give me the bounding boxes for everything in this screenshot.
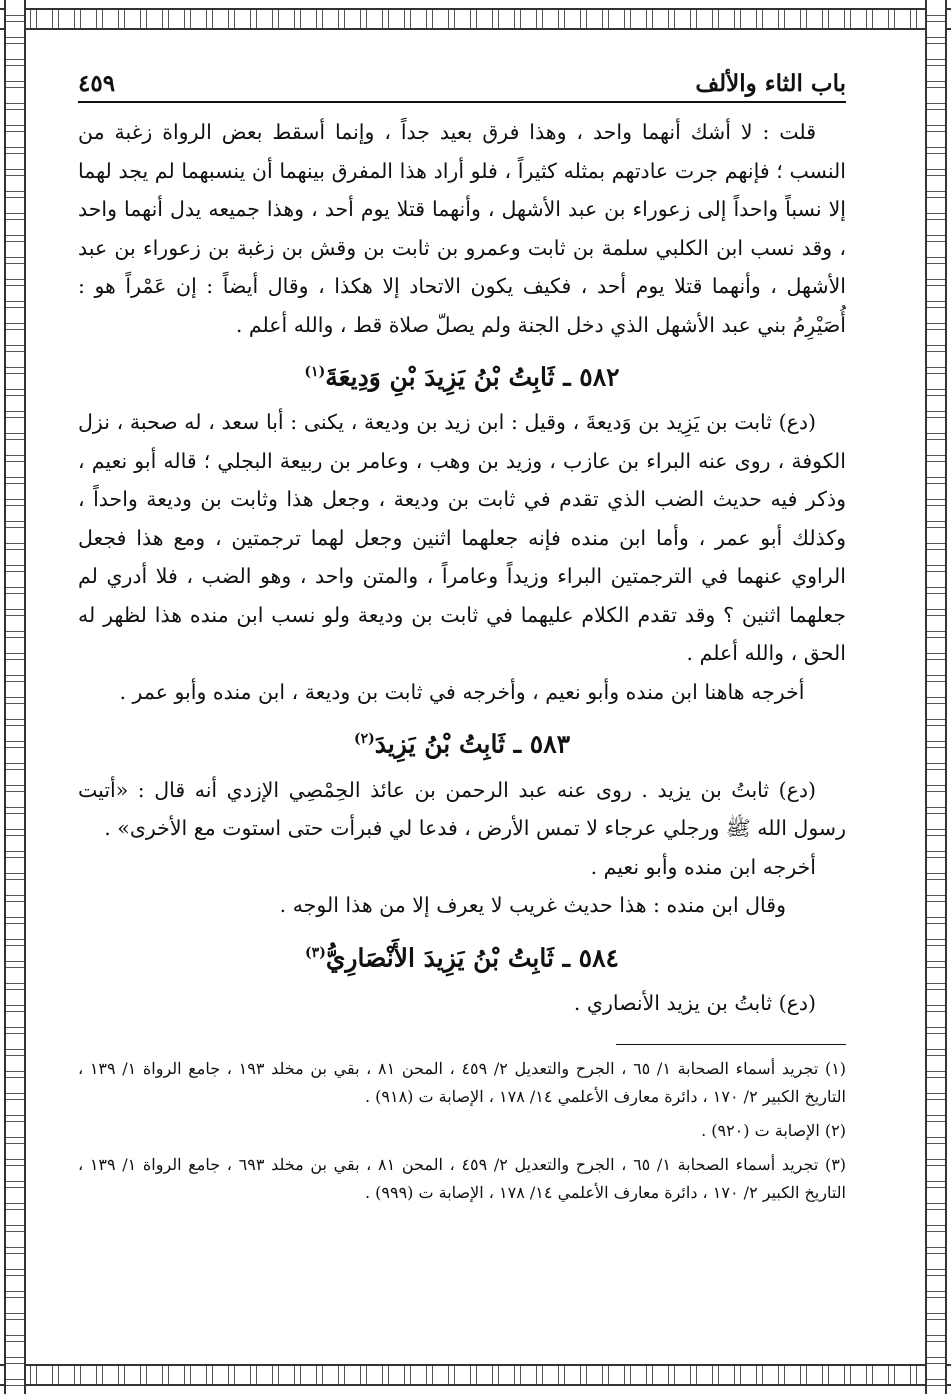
footnote-2: (٢) الإصابة ت (٩٢٠) . — [701, 1121, 846, 1141]
entry-heading-583 — [78, 717, 846, 766]
entry-heading-582 — [78, 350, 846, 399]
page-content — [78, 70, 846, 1213]
page-border-top — [0, 8, 951, 30]
footnote-mark-2: (٢) — [353, 731, 375, 748]
entry-body-583: (دع) ثابتُ بن يزيد . روى عنه عبد الرحمن بن عائذ الحِمْصِي الإزدي أنه قال : «أتيت رسول الله ﷺ ورجلي عرجاء لا تمس الأرض ، فدعا لي فبرأت حتى استوت مع الأخرى» . — [78, 777, 846, 841]
footnote-mark-1: (١) — [304, 364, 326, 380]
footnote-1: (١) تجريد أسماء الصحابة ١/ ٦٥ ، الجرح والتعديل ٢/ ٤٥٩ ، المحن ٨١ ، بقي بن مخلد ١٩٣ ، جامع الرواة ١/ ١٣٩ ، التاريخ الكبير ٢/ ١٧٠ ، دائرة معارف الأعلمي ١٤/ ١٧٨ ، الإصابة ت (٩١٨) . — [78, 1059, 847, 1107]
footnotes — [78, 1044, 846, 1207]
page-border-left — [4, 0, 26, 1394]
page-border-bottom — [0, 1364, 951, 1386]
footnote-mark-3: (٣) — [305, 944, 326, 961]
page-number: ٤٥٩ — [78, 70, 116, 97]
entry-body-584: (دع) ثابتُ بن يزيد الأنصاري . — [573, 990, 816, 1015]
page-border-right — [925, 0, 947, 1394]
running-header — [78, 70, 846, 103]
entry-title-584: ٥٨٤ ـ ثَابِتُ بْنُ يَزِيدَ الأَنْصَارِيُّ — [325, 942, 619, 972]
entry-source-583: أخرجه ابن منده وأبو نعيم . — [590, 854, 816, 879]
paragraph-commentary: قلت : لا أشك أنهما واحد ، وهذا فرق بعيد جداً ، وإنما أسقط بعض الرواة زغبة من النسب ؛ فإنهم جرت عادتهم بمثله كثيراً ، فلو أراد هذا المفرق بينهما أن ينسبهما لم يجد لهما إلا نسباً واحداً إلى زعوراء بن عبد الأشهل ، وأنهما قتلا يوم أحد ، وهذا جميعه يدل أنهما واحد ، وقد نسب ابن الكلبي سلمة بن ثابت وعمرو بن ثابت بن وقش بن زغبة بن زعوراء بن عبد الأشهل ، وأنهما قتلا يوم أحد ، فكيف يكون الاتحاد إلا هكذا ، وقال أيضاً : إن عَمْراً هو : أُصَيْرِمُ بني عبد الأشهل الذي دخل الجنة ولم يصلّ صلاة قط ، والله أعلم . — [78, 120, 846, 337]
entry-title-583: ٥٨٣ ـ ثَابِتُ بْنُ يَزِيدَ — [374, 729, 571, 759]
entry-note-583: وقال ابن منده : هذا حديث غريب لا يعرف إلا من هذا الوجه . — [279, 893, 786, 918]
entry-body-582: (دع) ثابت بن يَزِيد بن وَديعةَ ، وقيل : ابن زيد بن وديعة ، يكنى : أبا سعد ، له صحبة ، نزل الكوفة ، روى عنه البراء بن عازب ، وزيد بن وهب ، وعامر بن ربيعة البجلي ؛ قاله أبو نعيم ، وذكر فيه حديث الضب الذي تقدم في ثابت بن وديعة ، وجعل هذا وثابت بن وديعة واحداً ، وكذلك أبو عمر ، وأما ابن منده فإنه جعلهما اثنين وجعل لهما ترجمتين ، ومع هذا فجعل الراوي عنهما في الترجمتين البراء وزيداً وعامراً ، والمتن واحد ، وهو الضب ، فلا أدري لم جعلهما اثنين ؟ وقد تقدم الكلام عليهما في ثابت بن وديعة ولو نسب ابن منده هذا لظهر له الحق ، والله أعلم . — [78, 410, 846, 666]
footnote-divider — [616, 1044, 846, 1045]
chapter-title: باب الثاء والألف — [695, 70, 846, 97]
footnote-3: (٣) تجريد أسماء الصحابة ١/ ٦٥ ، الجرح والتعديل ٢/ ٤٥٩ ، المحن ٨١ ، بقي بن مخلد ٦٩٣ ، جامع الرواة ١/ ١٣٩ ، التاريخ الكبير ٢/ ١٧٠ ، دائرة معارف الأعلمي ١٤/ ١٧٨ ، الإصابة ت (٩٩٩) . — [78, 1155, 847, 1203]
entry-heading-584 — [78, 931, 846, 980]
entry-source-582: أخرجه هاهنا ابن منده وأبو نعيم ، وأخرجه في ثابت بن وديعة ، ابن منده وأبو عمر . — [119, 679, 805, 704]
entry-title-582: ٥٨٢ ـ ثَابِتُ بْنُ يَزِيدَ بْنِ وَدِيعَةَ — [325, 362, 620, 392]
